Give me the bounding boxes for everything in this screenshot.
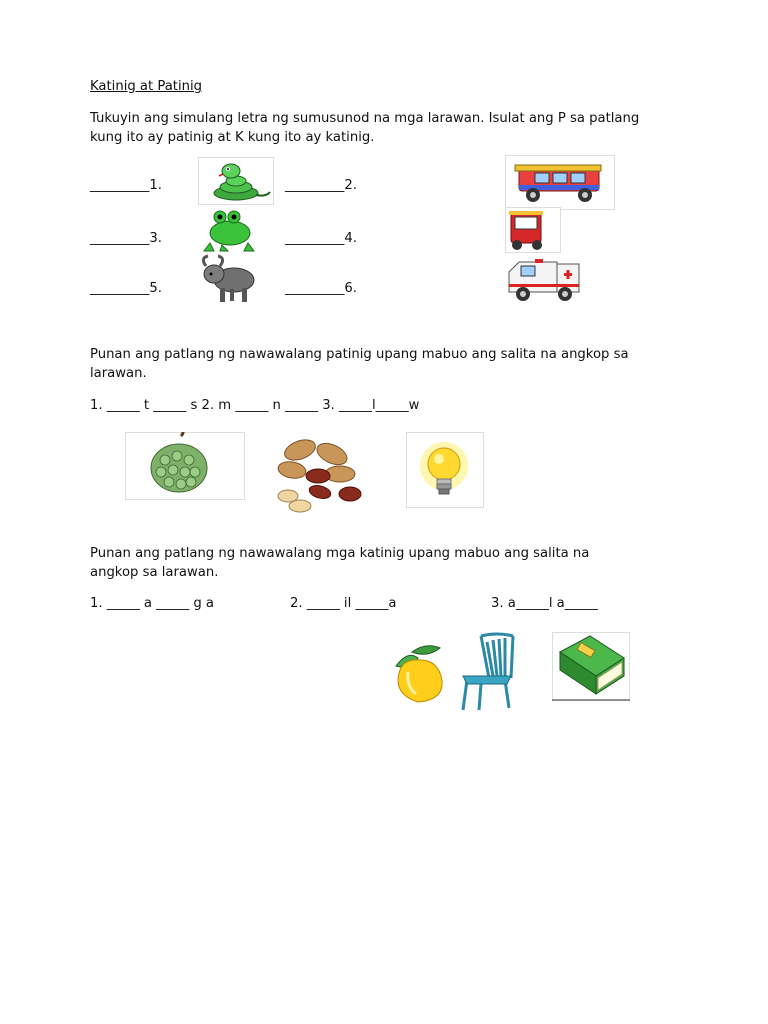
frog-icon xyxy=(198,207,260,253)
lightbulb-icon xyxy=(406,432,484,508)
section1-instruction-line1: Tukuyin ang simulang letra ng sumusunod na mga larawan. Isulat ang P sa patlang xyxy=(90,111,640,126)
section1-instruction-line2: kung ito ay patinig at K kung ito ay katinig. xyxy=(90,130,375,145)
section3-item-1: 1. _____ a _____ g a xyxy=(90,596,215,611)
book-icon xyxy=(552,632,630,702)
tricycle-icon xyxy=(505,207,561,253)
item-6-blank: _________6. xyxy=(285,281,357,296)
chair-icon xyxy=(459,632,519,712)
section3-item-2: 2. _____ il _____a xyxy=(290,596,397,611)
item-1-blank: _________1. xyxy=(90,178,162,193)
section3-item-3: 3. a_____l a_____ xyxy=(491,596,598,611)
section2-items: 1. _____ t _____ s 2. m _____ n _____ 3. _____l_____w xyxy=(90,398,420,413)
section3-instruction-line1: Punan ang patlang ng nawawalang mga katinig upang mabuo ang salita na xyxy=(90,546,590,561)
section2-instruction-line1: Punan ang patlang ng nawawalang patinig upang mabuo ang salita na angkop sa xyxy=(90,347,629,362)
item-5-blank: _________5. xyxy=(90,281,162,296)
item-4-blank: _________4. xyxy=(285,231,357,246)
section3-instruction-line2: angkop sa larawan. xyxy=(90,565,219,580)
snake-icon xyxy=(198,157,274,205)
item-2-blank: _________2. xyxy=(285,178,357,193)
section2-instruction-line2: larawan. xyxy=(90,366,147,381)
peanut-icon xyxy=(270,432,364,514)
atis-icon xyxy=(125,432,245,500)
ambulance-icon xyxy=(505,254,585,306)
mango-icon xyxy=(382,640,454,708)
carabao-icon xyxy=(198,254,258,306)
item-3-blank: _________3. xyxy=(90,231,162,246)
jeepney-icon xyxy=(505,155,615,210)
page-title: Katinig at Patinig xyxy=(90,79,203,94)
